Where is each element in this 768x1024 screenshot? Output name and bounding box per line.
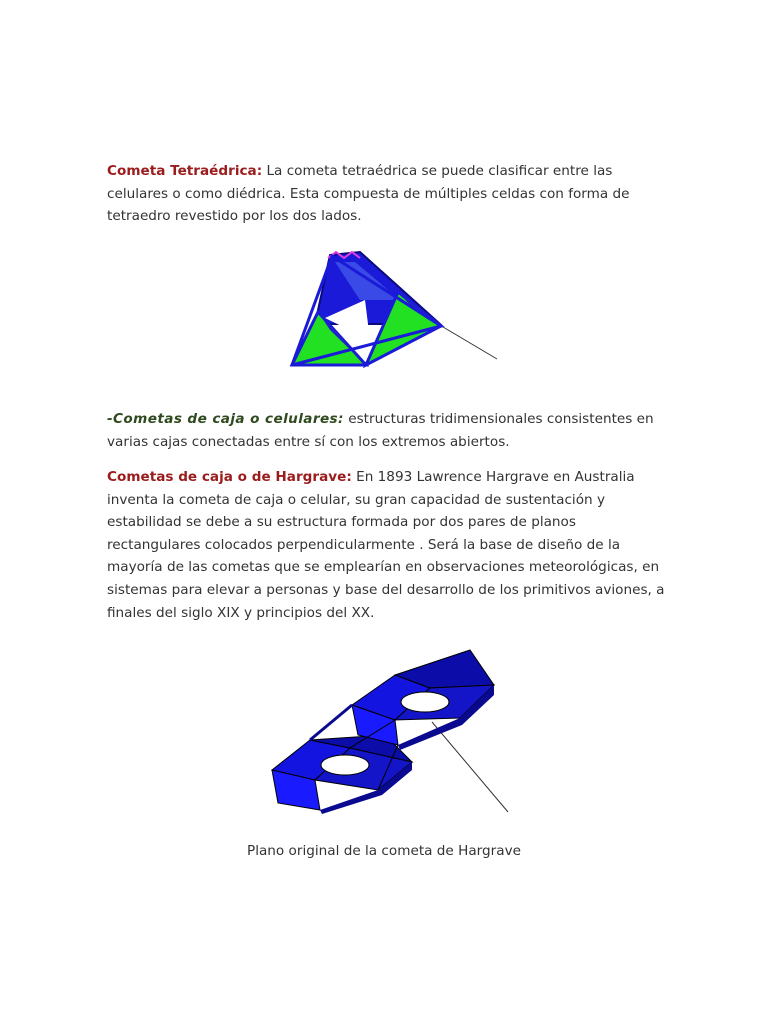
term-tetrahedral-kite: Cometa Tetraédrica:: [107, 163, 263, 179]
box-kite-illustration: [265, 640, 515, 820]
tetrahedral-kite-illustration: [280, 245, 505, 370]
paragraph-box-kites: [107, 408, 667, 453]
paragraph-text: En 1893 Lawrence Hargrave en Australia inventa la cometa de caja o celular, su gran capacidad de sustentación y estabilidad se debe a su estructura formada por dos pares de planos rectangulares colocados perpendicularmente . Será la base de diseño de la mayoría de las cometas que se emplearían en observaciones meteorológicas, en sistemas para elevar a personas y base del desarrollo de los primitivos aviones, a finales del siglo XIX y principios del XX.: [107, 469, 665, 621]
paragraph-text: La cometa tetraédrica se puede clasificar entre las celulares o como diédrica. Esta compuesta de múltiples celdas con forma de tetraedro revestido por los dos lados.: [107, 163, 630, 225]
term-hargrave-kite: Cometas de caja o de Hargrave:: [107, 469, 352, 485]
figure-caption: Plano original de la cometa de Hargrave: [247, 843, 521, 859]
paragraph-tetrahedral-kite: [107, 160, 667, 228]
paragraph-text: estructuras tridimensionales consistentes en varias cajas conectadas entre sí con los extremos abiertos.: [107, 411, 654, 450]
term-box-kites: -Cometas de caja o celulares:: [107, 411, 344, 427]
paragraph-hargrave-kite: [107, 466, 667, 624]
